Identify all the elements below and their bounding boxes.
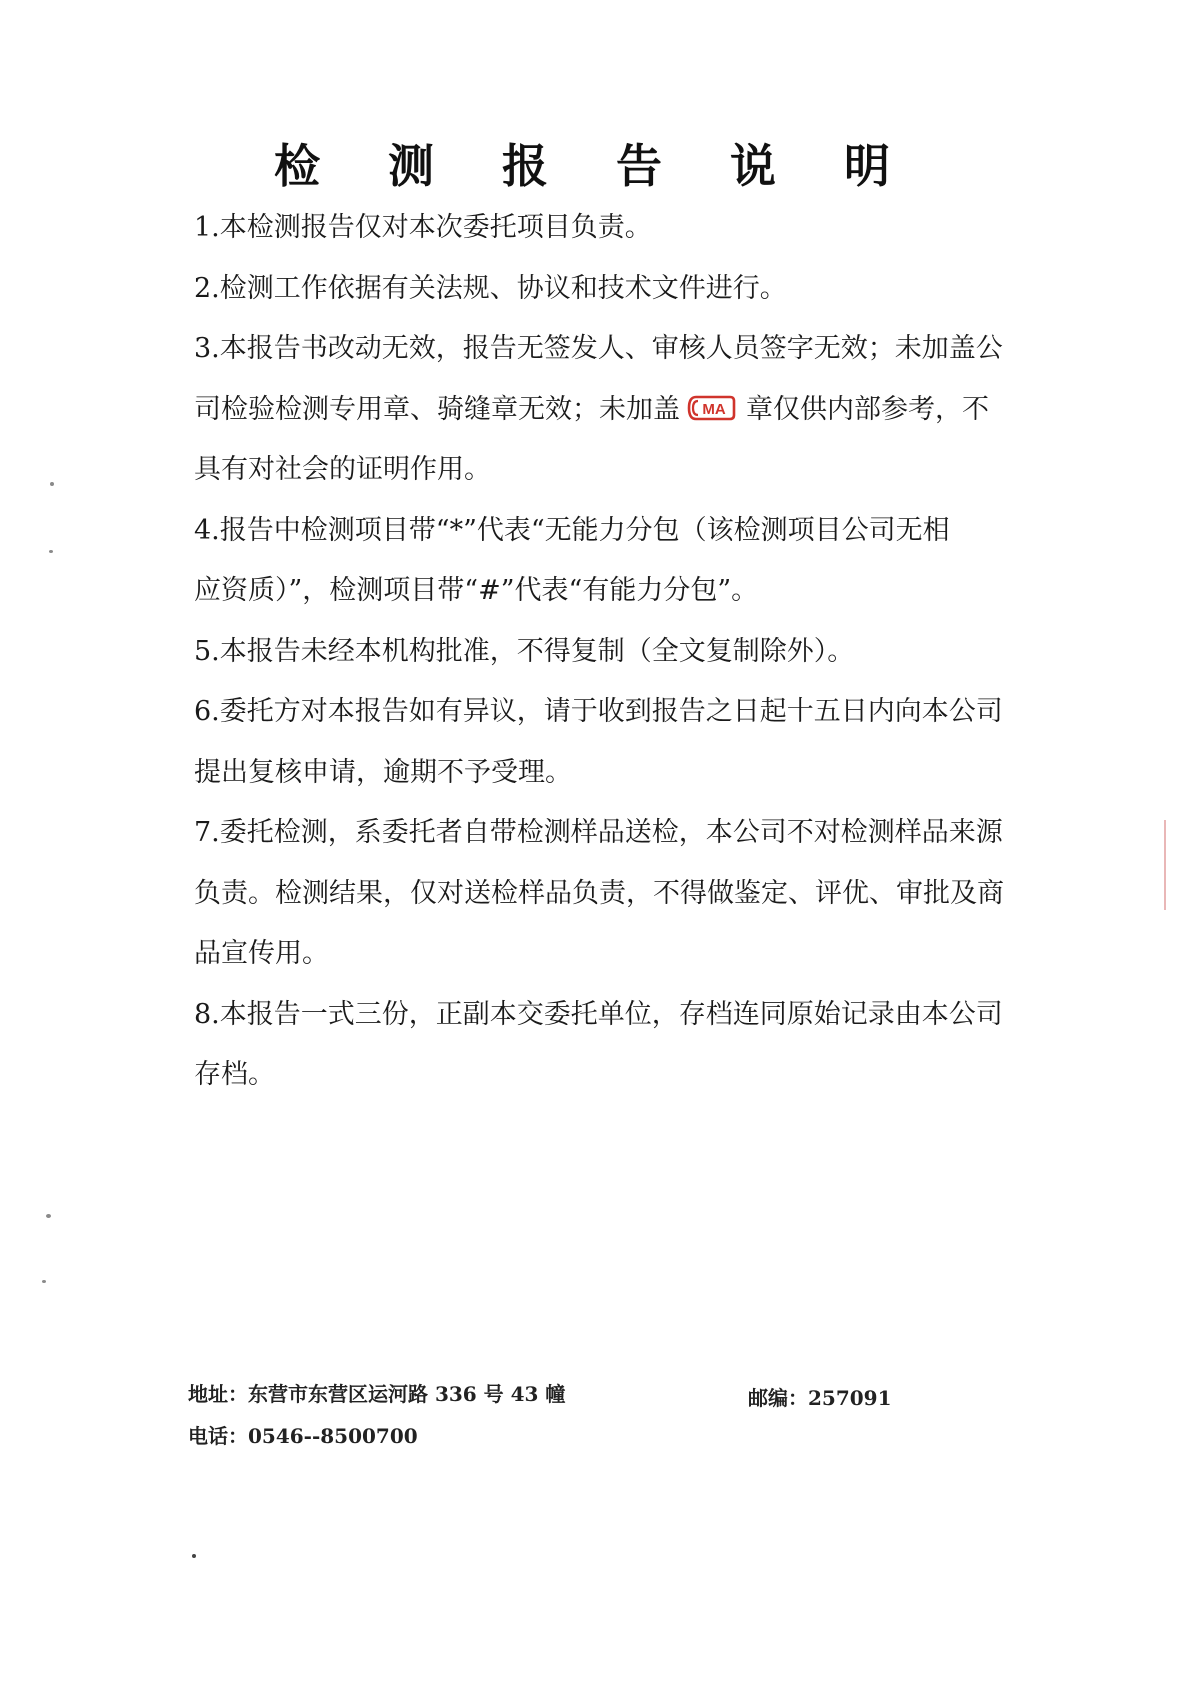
clause-1 <box>194 198 1034 259</box>
clause-line: 4.报告中检测项目带“*”代表“无能力分包（该检测项目公司无相 <box>194 514 950 546</box>
clause-5 <box>194 622 1034 683</box>
page-title: 检 测 报 告 说 明 <box>273 139 917 193</box>
clause-line: 负责。检测结果，仅对送检样品负责，不得做鉴定、评优、审批及商 <box>194 877 1004 909</box>
clause-line: 1.本检测报告仅对本次委托项目负责。 <box>194 212 652 243</box>
clause-line: 提出复核申请，逾期不予受理。 <box>194 756 572 788</box>
scan-speck <box>49 550 53 553</box>
clause-8 <box>194 985 1034 1106</box>
address-text: 地址：东营市东营区运河路 336 号 43 幢 <box>188 1382 566 1406</box>
scan-speck <box>46 1214 51 1218</box>
scan-speck <box>192 1554 196 1558</box>
clause-3 <box>194 319 1034 501</box>
phone-text: 电话：0546--8500700 <box>188 1424 418 1448</box>
clause-line: 8.本报告一式三份，正副本交委托单位，存档连同原始记录由本公司 <box>194 998 1003 1030</box>
clause-line: 具有对社会的证明作用。 <box>194 454 491 485</box>
clause-line: 3.本报告书改动无效，报告无签发人、审核人员签字无效；未加盖公 <box>194 333 1003 364</box>
clause-4 <box>194 501 1034 622</box>
clause-line: 品宣传用。 <box>194 938 329 969</box>
notes-body <box>194 198 1034 1106</box>
scan-speck <box>42 1280 46 1283</box>
clause-text: 司检验检测专用章、骑缝章无效；未加盖 <box>194 393 680 425</box>
clause-text: 章仅供内部参考，不 <box>746 393 989 425</box>
clause-line: 5.本报告未经本机构批准，不得复制（全文复制除外）。 <box>194 635 855 667</box>
clause-line: 2.检测工作依据有关法规、协议和技术文件进行。 <box>194 272 787 304</box>
footer-row <box>188 1420 968 1462</box>
clause-line: 6.委托方对本报告如有异议，请于收到报告之日起十五日内向本公司 <box>194 696 1003 727</box>
clause-line: 存档。 <box>194 1059 275 1090</box>
svg-text:MA: MA <box>702 400 726 418</box>
clause-7 <box>194 803 1034 985</box>
clause-line: 7.委托检测，系委托者自带检测样品送检，本公司不对检测样品来源 <box>194 817 1003 848</box>
footer-row <box>188 1378 968 1420</box>
contact-footer <box>188 1378 968 1462</box>
clause-line: 应资质）”，检测项目带“#”代表“有能力分包”。 <box>194 575 759 606</box>
clause-6 <box>194 682 1034 803</box>
scan-edge-mark <box>1164 820 1166 910</box>
clause-line <box>194 380 1034 441</box>
cma-seal-icon <box>686 395 736 421</box>
clause-2 <box>194 259 1034 320</box>
scan-speck <box>50 482 54 486</box>
postcode-text: 邮编：257091 <box>748 1386 892 1410</box>
